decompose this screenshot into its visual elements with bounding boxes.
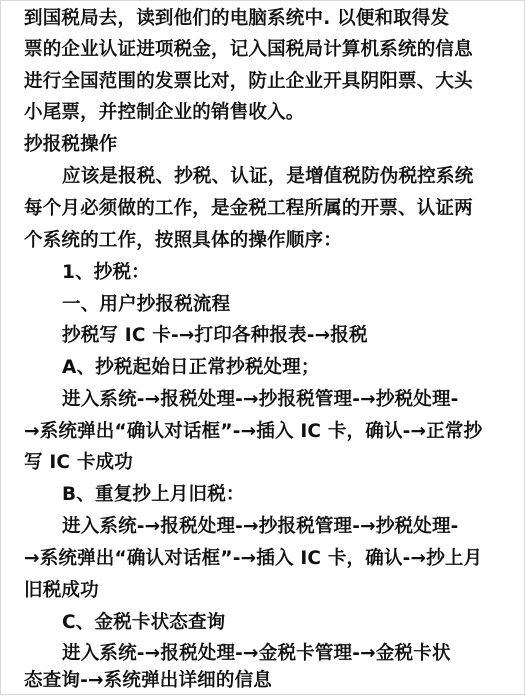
text-line: 旧税成功 <box>24 580 99 601</box>
page-left-edge <box>0 1 1 694</box>
text-line: 小尾票，并控制企业的销售收入。 <box>24 102 305 123</box>
text-line: 抄税写 IC 卡-→打印各种报表-→报税 <box>62 325 368 346</box>
text-line: 票的企业认证进项税金，记入国税局计算机系统的信息 <box>24 39 473 60</box>
section-heading: 抄报税操作 <box>24 134 118 155</box>
text-line: A、抄税起始日正常抄税处理； <box>62 357 320 378</box>
text-line: 进入系统-→报税处理-→抄报税管理-→抄税处理- <box>62 516 459 537</box>
text-line: →系统弹出“确认对话框”-→插入 IC 卡，确认-→正常抄 <box>24 421 483 442</box>
text-line: 进入系统-→报税处理-→金税卡管理-→金税卡状 <box>62 643 451 664</box>
text-line: 一、用户抄报税流程 <box>62 294 231 315</box>
text-line: B、重复抄上月旧税： <box>62 484 245 505</box>
text-line: 个系统的工作，按照具体的操作顺序： <box>24 230 342 251</box>
text-line: 每个月必须做的工作，是金税工程所属的开票、认证两 <box>24 198 473 219</box>
text-line: 进入系统-→报税处理-→抄报税管理-→抄税处理- <box>62 389 459 410</box>
text-line: 应该是报税、抄税、认证，是增值税防伪税控系统 <box>62 166 474 187</box>
text-line: 1、抄税： <box>62 262 150 283</box>
text-line: 态查询-→系统弹出详细的信息 <box>24 670 272 691</box>
text-line: →系统弹出“确认对话框”-→插入 IC 卡，确认-→抄上月 <box>24 548 483 569</box>
text-line: 写 IC 卡成功 <box>24 452 133 473</box>
text-line: 到国税局去，读到他们的电脑系统中. 以便和取得发 <box>24 8 450 29</box>
text-line: 进行全国范围的发票比对，防止企业开具阴阳票、大头 <box>24 71 473 92</box>
text-line: C、金税卡状态查询 <box>62 612 226 633</box>
